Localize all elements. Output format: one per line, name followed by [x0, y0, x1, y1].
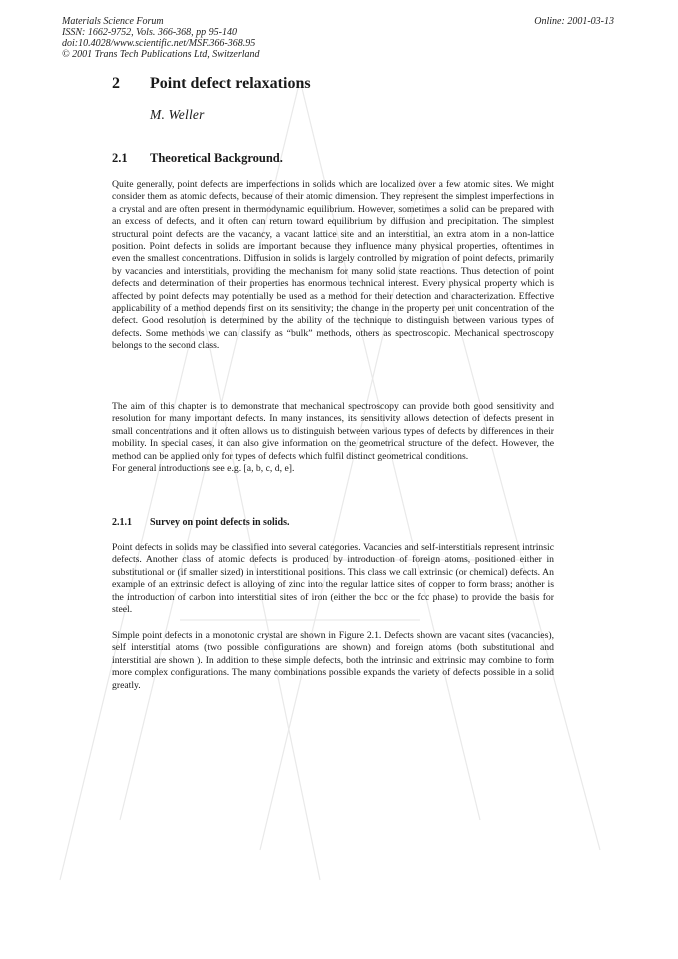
doi-line[interactable]: doi:10.4028/www.scientific.net/MSF.366-368.95 — [62, 38, 256, 49]
copyright-line: © 2001 Trans Tech Publications Ltd, Switzerland — [62, 49, 260, 60]
chapter-title: Point defect relaxations — [150, 75, 311, 92]
chapter-heading — [112, 74, 311, 94]
chapter-number: 2 — [112, 75, 120, 92]
journal-name: Materials Science Forum — [62, 16, 164, 27]
paragraph-text: The aim of this chapter is to demonstrate that mechanical spectroscopy can provide both good sensitivity and resolution for many important defects. In many instances, its sensitivity allows detection of defects present in small concentrations and it often allows us to distinguish between various types of defects by differences in their mobility. In special cases, it can also give information on the geometrical structure of the defect. However, the method can be applied only for types of defects which fulfil distinct geometrical conditions. — [112, 401, 554, 462]
paragraph-text: Quite generally, point defects are imperfections in solids which are localized over a few atomic sites. We might consider them as atomic defects, because of their atomic dimension. They represent the simplest imperfections in a crystal and are often present in thermodynamic equilibrium. However, sometimes a solid can be prepared with an excess of defects, and it often can return toward equilibrium by diffusion and precipitation. The simplest structural point defects are the vacancy, a vacant lattice site and an interstitial, an extra atom in a non-lattice position. Point defects in solids are important because they influence many physical properties, oftentimes in even the smallest concentrations. Diffusion in solids is largely controlled by migration of point defects, primarily by vacancies and interstitials, providing the mechanism for many solid state reactions. Thus detection of point defects and determination of their properties has enormous technical interest. Every physical property which is affected by point defects may potentially be used as a method for their detection and characterization. Effective applicability of a method depends first on its sensitivity; the change in the property per unit concentration of the defect. Good resolution is determined by the ability of the technique to distinguish between various types of defects. Some methods we can classify as “bulk” methods, others as spectroscopic. Mechanical spectroscopy belongs to the second class. — [112, 179, 554, 352]
subsection-heading — [112, 516, 289, 529]
paragraph-4 — [112, 630, 554, 692]
paragraph-1 — [112, 179, 554, 353]
paragraph-text: Point defects in solids may be classified into several categories. Vacancies and self-interstitials represent intrinsic defects. Another class of atomic defects is produced by introduction of foreign atoms, positioned either in substitutional or (if smaller sized) in interstitional positions. This class we call extrinsic (or chemical) defects. An example of an extrinsic defect is alloying of zinc into the regular lattice sites of copper to form brass; another is the introduction of carbon into interstitial sites of iron (either the bcc or the fcc phase) to provide the basis for steel. — [112, 542, 554, 616]
references-line: For general introductions see e.g. [a, b, c, d, e]. — [112, 463, 295, 475]
journal-header — [62, 16, 260, 60]
author-name: M. Weller — [150, 107, 205, 122]
issn-line: ISSN: 1662-9752, Vols. 366-368, pp 95-140 — [62, 27, 237, 38]
paragraph-text: Simple point defects in a monotonic crystal are shown in Figure 2.1. Defects shown are vacant sites (vacancies), self interstitial atoms (two possible configurations are shown) and foreign atoms (both substitutional and interstitial are shown ). In addition to these simple defects, both the intrinsic and extrinsic may combine to form more complex configurations. The many combinations possible expands the variety of defects possible in a solid greatly. — [112, 630, 554, 691]
section-title: Theoretical Background. — [150, 151, 283, 165]
section-number: 2.1 — [112, 151, 128, 165]
subsection-number: 2.1.1 — [112, 517, 132, 528]
paragraph-3 — [112, 542, 554, 616]
online-date: Online: 2001-03-13 — [534, 16, 614, 27]
section-heading — [112, 151, 283, 166]
paragraph-2 — [112, 401, 554, 475]
subsection-title: Survey on point defects in solids. — [150, 517, 290, 528]
